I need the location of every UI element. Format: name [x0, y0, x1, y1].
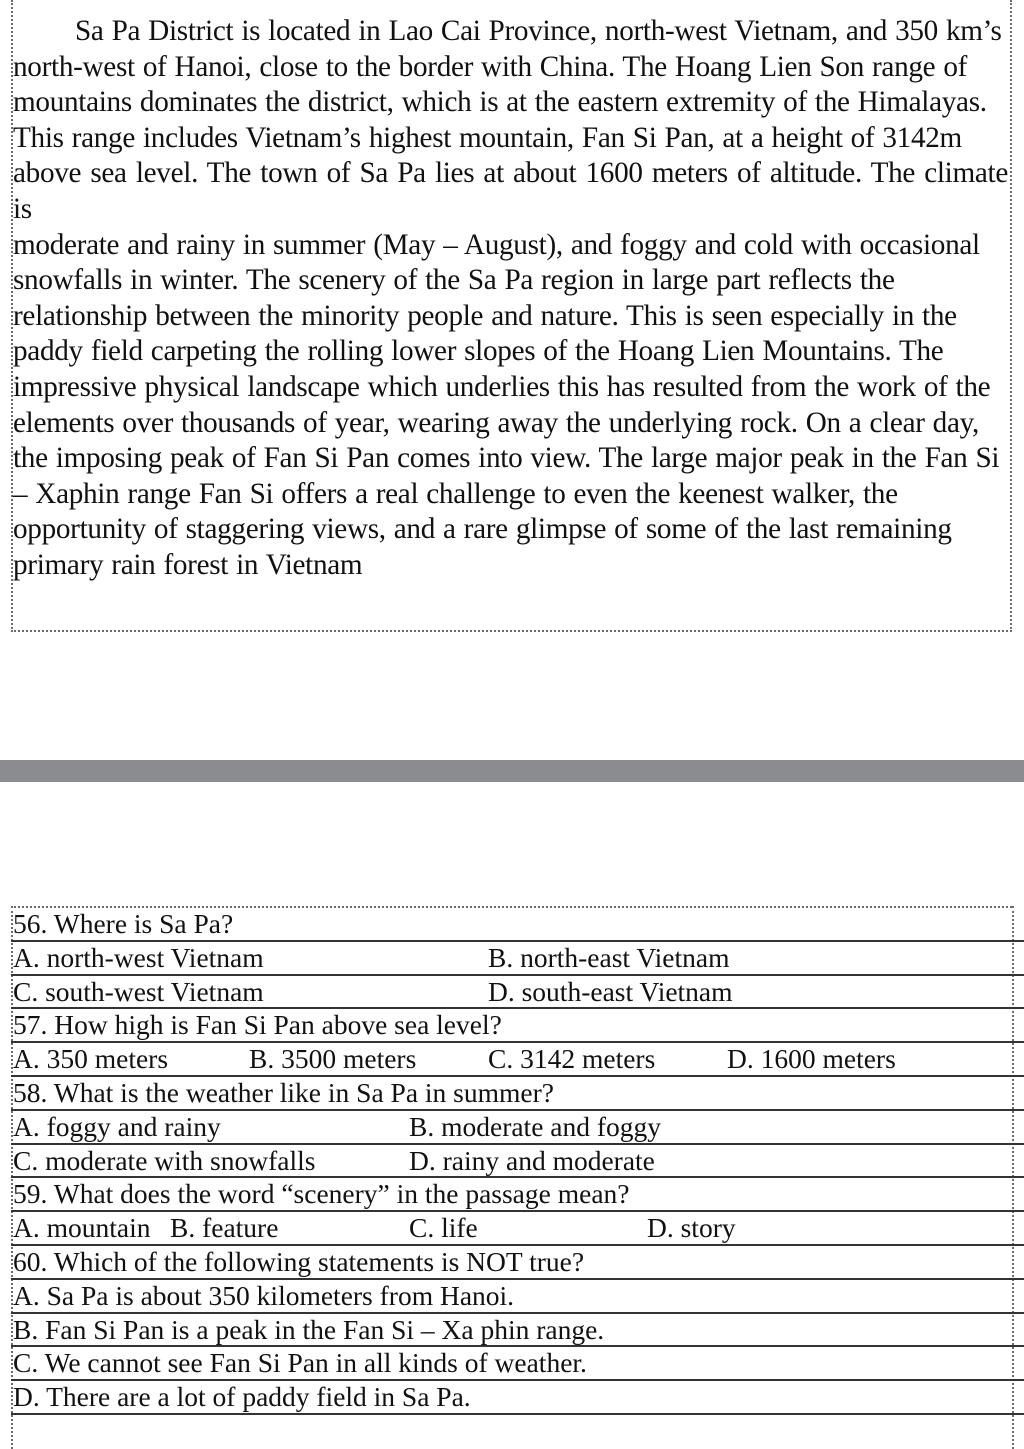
question-58-stem: 58. What is the weather like in Sa Pa in summer?	[13, 1076, 554, 1108]
question-58-stem-row	[11, 1077, 1024, 1111]
page-separator	[0, 760, 1024, 782]
passage-line: opportunity of staggering views, and a rare glimpse of some of the last remaining	[13, 513, 952, 546]
passage-line: snowfalls in winter. The scenery of the Sa Pa region in large part reflects the	[13, 264, 895, 297]
question-table	[11, 908, 1024, 1415]
question-57-options-row	[11, 1043, 1024, 1077]
passage-line: north-west of Hanoi, close to the border with China. The Hoang Lien Son range of	[13, 50, 968, 83]
question-60-option-c: C. We cannot see Fan Si Pan in all kinds of weather.	[13, 1347, 587, 1379]
question-56-option-d: D. south-east Vietnam	[488, 975, 733, 1007]
question-58-option-b: B. moderate and foggy	[409, 1110, 662, 1142]
passage-line: elements over thousands of year, wearing away the underlying rock. On a clear day,	[13, 406, 979, 439]
question-60-option-a-row	[11, 1280, 1024, 1314]
question-60-option-c-row	[11, 1347, 1024, 1381]
question-56-option-a: A. north-west Vietnam	[13, 941, 264, 973]
reading-passage	[13, 14, 1008, 584]
question-59-stem-row	[11, 1178, 1024, 1212]
passage-line: relationship between the minority people and nature. This is seen especially in the	[13, 299, 957, 332]
question-56-option-c: C. south-west Vietnam	[13, 975, 264, 1007]
passage-line: – Xaphin range Fan Si offers a real challenge to even the keenest walker, the	[13, 477, 898, 510]
question-56-stem-row	[11, 908, 1024, 942]
question-59-stem: 59. What does the word “scenery” in the passage mean?	[13, 1178, 630, 1210]
passage-line: impressive physical landscape which underlies this has resulted from the work of the	[13, 370, 991, 403]
question-56-stem: 56. Where is Sa Pa?	[13, 908, 234, 939]
question-60-stem: 60. Which of the following statements is NOT true?	[13, 1245, 585, 1277]
question-60-option-d: D. There are a lot of paddy field in Sa Pa.	[13, 1381, 471, 1413]
question-56-options-row-2	[11, 976, 1024, 1010]
question-59-option-a: A. mountain	[13, 1212, 151, 1244]
question-58-options-row-2	[11, 1145, 1024, 1179]
question-57-stem: 57. How high is Fan Si Pan above sea level?	[13, 1009, 502, 1041]
question-59-option-b: B. feature	[170, 1212, 279, 1244]
question-60-option-d-row	[11, 1381, 1024, 1415]
question-57-option-a: A. 350 meters	[13, 1043, 169, 1075]
question-58-option-a: A. foggy and rainy	[13, 1110, 221, 1142]
question-57-option-b: B. 3500 meters	[249, 1043, 417, 1075]
passage-line: mountains dominates the district, which is at the eastern extremity of the Himalayas.	[13, 86, 987, 119]
passage-line: Sa Pa District is located in Lao Cai Province, north-west Vietnam, and 350 km’s	[75, 15, 1002, 47]
passage-line: above sea level. The town of Sa Pa lies at about 1600 meters of altitude. The climate is	[13, 157, 1008, 225]
question-60-option-b: B. Fan Si Pan is a peak in the Fan Si – Xa phin range.	[13, 1313, 605, 1345]
passage-line: paddy field carpeting the rolling lower slopes of the Hoang Lien Mountains. The	[13, 335, 944, 368]
question-57-option-d: D. 1600 meters	[727, 1043, 896, 1075]
question-59-options-row	[11, 1212, 1024, 1246]
passage-line: the imposing peak of Fan Si Pan comes into view. The large major peak in the Fan Si	[13, 442, 1000, 475]
passage-line: moderate and rainy in summer (May – August), and foggy and cold with occasional	[13, 228, 980, 261]
question-60-stem-row	[11, 1246, 1024, 1280]
question-60-option-a: A. Sa Pa is about 350 kilometers from Hanoi.	[13, 1279, 515, 1311]
question-57-stem-row	[11, 1009, 1024, 1043]
question-57-option-c: C. 3142 meters	[488, 1043, 656, 1075]
question-59-option-d: D. story	[647, 1212, 736, 1244]
passage-line: primary rain forest in Vietnam	[13, 548, 363, 581]
question-60-option-b-row	[11, 1314, 1024, 1348]
question-58-option-d: D. rainy and moderate	[409, 1144, 655, 1176]
question-56-option-b: B. north-east Vietnam	[488, 941, 730, 973]
question-59-option-c: C. life	[409, 1212, 478, 1244]
passage-line: This range includes Vietnam’s highest mountain, Fan Si Pan, at a height of 3142m	[13, 121, 962, 154]
question-58-option-c: C. moderate with snowfalls	[13, 1144, 316, 1176]
question-56-options-row-1	[11, 942, 1024, 976]
question-58-options-row-1	[11, 1111, 1024, 1145]
